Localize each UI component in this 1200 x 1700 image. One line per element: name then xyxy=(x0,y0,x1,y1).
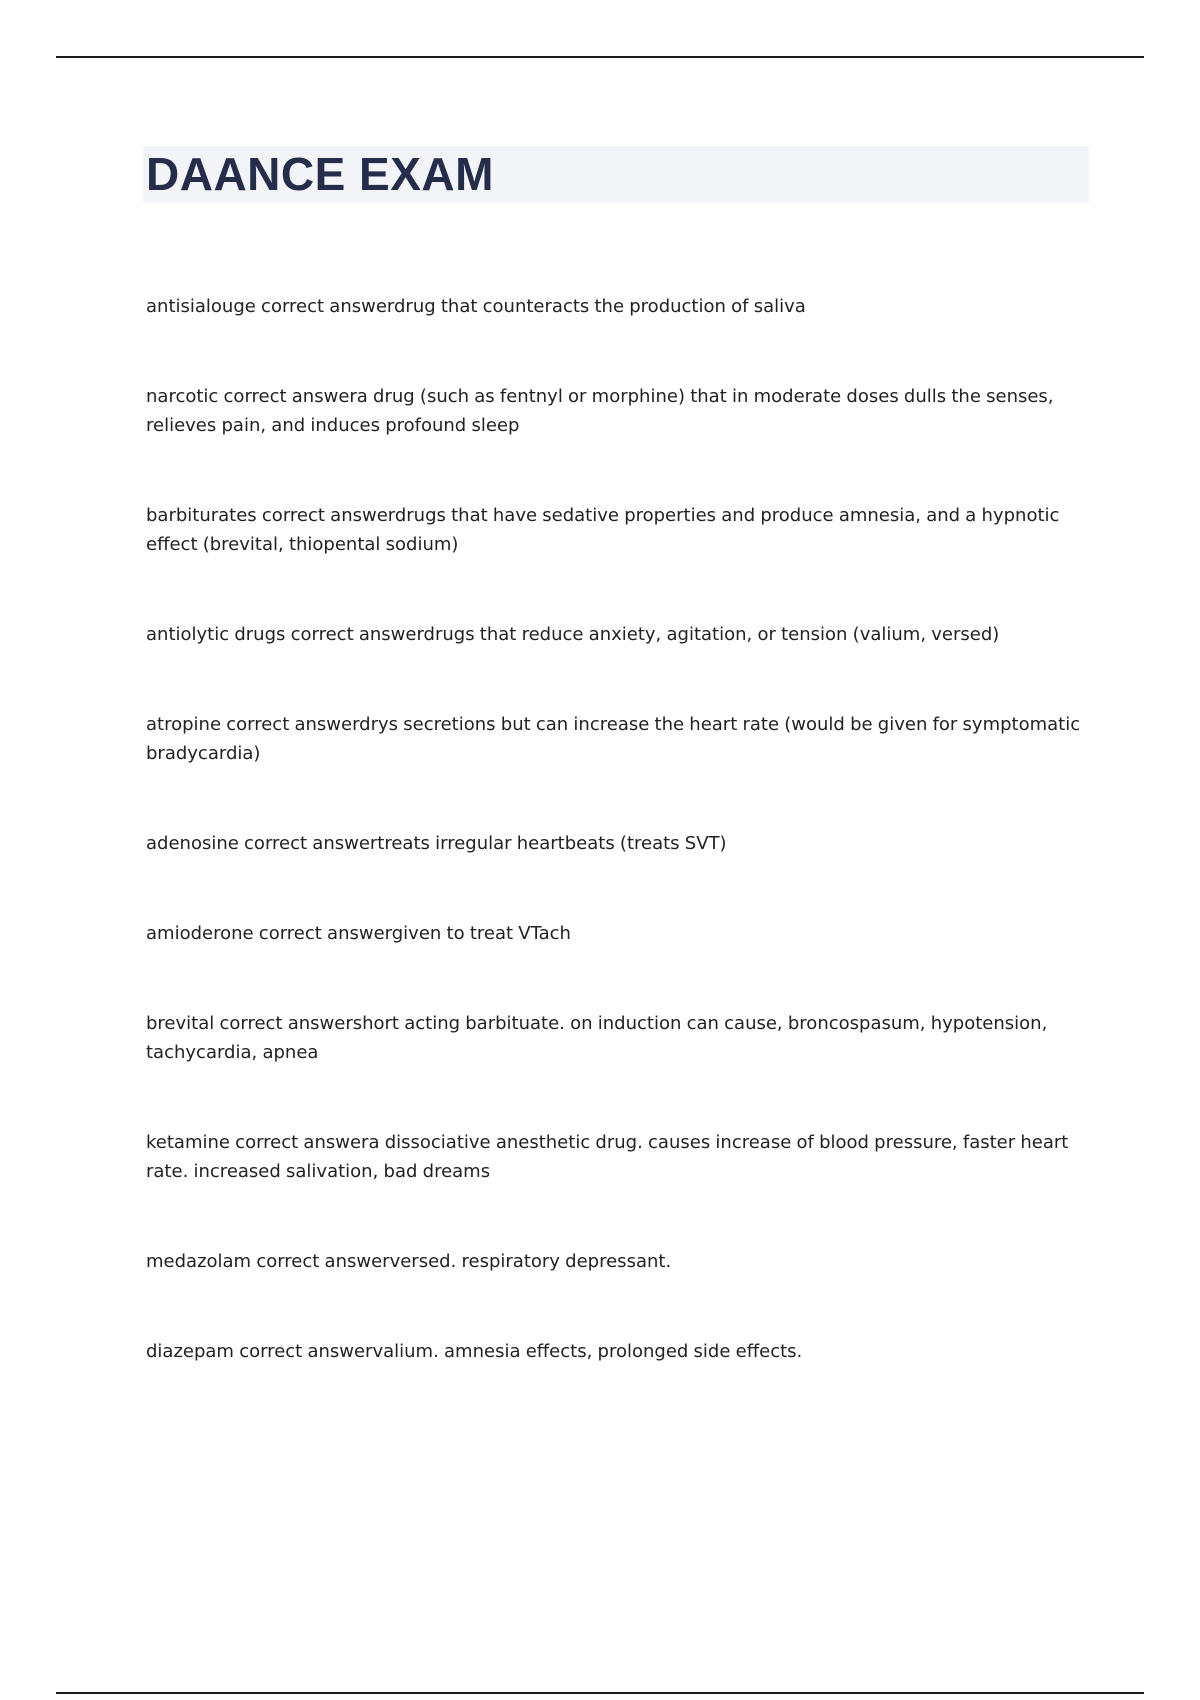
qa-list xyxy=(146,292,1086,1427)
qa-item: ketamine correct answera dissociative anesthetic drug. causes increase of blood pressure, faster heart rate. increased salivation, bad dreams xyxy=(146,1132,1069,1182)
qa-item: antiolytic drugs correct answerdrugs that reduce anxiety, agitation, or tension (valium, versed) xyxy=(146,624,1000,645)
qa-item: barbiturates correct answerdrugs that have sedative properties and produce amnesia, and a hypnotic effect (brevital, thiopental sodium) xyxy=(146,505,1060,555)
footer-rule xyxy=(56,1692,1144,1694)
qa-item: atropine correct answerdrys secretions but can increase the heart rate (would be given for symptomatic bradycardia) xyxy=(146,714,1081,764)
qa-item: medazolam correct answerversed. respiratory depressant. xyxy=(146,1251,672,1272)
qa-item: antisialouge correct answerdrug that counteracts the production of saliva xyxy=(146,296,806,317)
qa-item: amioderone correct answergiven to treat VTach xyxy=(146,923,571,944)
header-rule xyxy=(56,56,1144,58)
qa-item: narcotic correct answera drug (such as fentnyl or morphine) that in moderate doses dulls the senses, relieves pain, and induces profound sleep xyxy=(146,386,1054,436)
qa-item: brevital correct answershort acting barbituate. on induction can cause, broncospasum, hypotension, tachycardia, apnea xyxy=(146,1013,1048,1063)
qa-item: diazepam correct answervalium. amnesia effects, prolonged side effects. xyxy=(146,1341,803,1362)
qa-item: adenosine correct answertreats irregular heartbeats (treats SVT) xyxy=(146,833,727,854)
page-title: DAANCE EXAM xyxy=(146,148,494,200)
